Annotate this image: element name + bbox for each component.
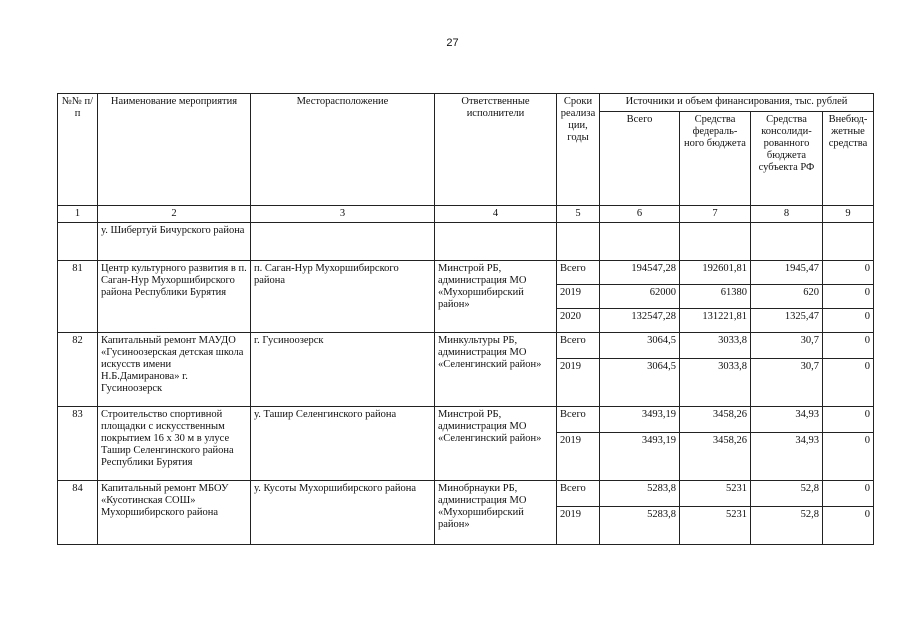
row-total: 3493,19 [600,433,680,481]
table-row [58,407,874,433]
row-extra: 0 [823,481,874,507]
continuation-row [58,223,874,261]
row-period: Всего [557,261,600,285]
row-extra: 0 [823,309,874,333]
row-federal: 5231 [680,507,751,545]
row-name: Центр культурного развития в п. Саган-Нур Мухоршибирского района Республики Бурятия [98,261,251,333]
row-location: п. Саган-Нур Мухоршибирского района [251,261,435,333]
table-row [58,333,874,359]
column-number: 5 [557,206,600,223]
row-regional: 34,93 [751,407,823,433]
row-federal: 3458,26 [680,407,751,433]
column-numbers-row [58,206,874,223]
row-no: 81 [58,261,98,333]
column-number: 7 [680,206,751,223]
column-number: 2 [98,206,251,223]
row-location: у. Кусоты Мухоршибирского района [251,481,435,545]
row-period: 2020 [557,309,600,333]
column-number: 1 [58,206,98,223]
header-extra: Внебюд-жетные средства [823,112,874,206]
row-responsible: Минстрой РБ, администрация МО «Мухоршибирский район» [435,261,557,333]
row-regional: 30,7 [751,333,823,359]
column-number: 4 [435,206,557,223]
column-number: 9 [823,206,874,223]
row-federal: 61380 [680,285,751,309]
row-extra: 0 [823,285,874,309]
row-total: 3064,5 [600,333,680,359]
row-federal: 3458,26 [680,433,751,481]
row-regional: 34,93 [751,433,823,481]
page-number: 27 [446,37,459,49]
row-location: г. Гусиноозерск [251,333,435,407]
table-row [58,481,874,507]
row-name: Строительство спортивной площадки с искусственным покрытием 16 х 30 м в улусе Ташир Селенгинского района Республики Бурятия [98,407,251,481]
row-period: 2019 [557,433,600,481]
row-period: Всего [557,481,600,507]
row-federal: 5231 [680,481,751,507]
row-total: 132547,28 [600,309,680,333]
row-regional: 1945,47 [751,261,823,285]
row-responsible: Минобрнауки РБ, администрация МО «Мухоршибирский район» [435,481,557,545]
row-regional: 30,7 [751,359,823,407]
row-regional: 620 [751,285,823,309]
continuation-name: у. Шибертуй Бичурского района [98,223,251,261]
column-number: 3 [251,206,435,223]
row-federal: 3033,8 [680,333,751,359]
row-extra: 0 [823,333,874,359]
row-period: 2019 [557,359,600,407]
header-row-1 [58,94,874,112]
header-terms: Сроки реализа ции, годы [557,94,600,206]
row-responsible: Минкультуры РБ, администрация МО «Селенгинский район» [435,333,557,407]
row-total: 3493,19 [600,407,680,433]
row-no: 82 [58,333,98,407]
header-regional: Средства консолиди-рованного бюджета субъекта РФ [751,112,823,206]
row-regional: 52,8 [751,481,823,507]
header-responsible: Ответственные исполнители [435,94,557,206]
row-extra: 0 [823,407,874,433]
row-period: 2019 [557,285,600,309]
continuation-no [58,223,98,261]
header-sources: Источники и объем финансирования, тыс. рублей [600,94,874,112]
financing-table [57,93,874,545]
row-total: 5283,8 [600,507,680,545]
row-total: 3064,5 [600,359,680,407]
table-row [58,261,874,285]
row-name: Капитальный ремонт МАУДО «Гусиноозерская детская школа искусств имени Н.Б.Дамиранова» г. Гусиноозерск [98,333,251,407]
row-federal: 131221,81 [680,309,751,333]
row-no: 83 [58,407,98,481]
row-period: 2019 [557,507,600,545]
row-responsible: Минстрой РБ, администрация МО «Селенгинский район» [435,407,557,481]
row-period: Всего [557,333,600,359]
row-no: 84 [58,481,98,545]
row-federal: 192601,81 [680,261,751,285]
header-name: Наименование мероприятия [98,94,251,206]
header-location: Месторасположение [251,94,435,206]
header-federal: Средства федераль-ного бюджета [680,112,751,206]
row-name: Капитальный ремонт МБОУ «Кусотинская СОШ» Мухоршибирского района [98,481,251,545]
row-total: 62000 [600,285,680,309]
row-regional: 52,8 [751,507,823,545]
header-total: Всего [600,112,680,206]
column-number: 6 [600,206,680,223]
row-period: Всего [557,407,600,433]
row-federal: 3033,8 [680,359,751,407]
column-number: 8 [751,206,823,223]
row-extra: 0 [823,433,874,481]
row-extra: 0 [823,359,874,407]
row-total: 194547,28 [600,261,680,285]
row-extra: 0 [823,507,874,545]
header-no: №№ п/п [58,94,98,206]
row-regional: 1325,47 [751,309,823,333]
row-location: у. Ташир Селенгинского района [251,407,435,481]
row-extra: 0 [823,261,874,285]
row-total: 5283,8 [600,481,680,507]
